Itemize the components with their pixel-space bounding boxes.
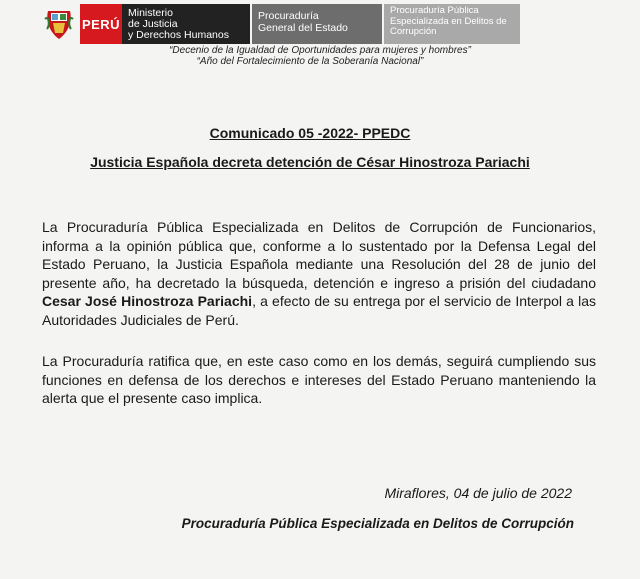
signature-line: Procuraduría Pública Especializada en Delitos de Corrupción [181,516,574,531]
person-name: Cesar José Hinostroza Pariachi [42,293,253,309]
ministry-line-1: Ministerio [128,7,173,19]
peru-label: PERÚ [81,16,121,32]
paragraph-1 [42,218,596,329]
peru-brand-block [80,4,122,44]
procuraduria-brand-block [252,4,382,44]
procuraduria-line-2: General del Estado [258,22,348,34]
year-motto: “Año del Fortalecimiento de la Soberanía Nacional” [196,56,424,67]
specialized-line-1: Procuraduría Pública [390,5,479,16]
place-date: Miraflores, 04 de julio de 2022 [384,485,572,501]
paragraph-1-end: , a efecto de su entrega por el servicio de Interpol a las Autoridades Judiciales de Perú. [42,293,596,328]
communique-subtitle: Justicia Española decreta detención de César Hinostroza Pariachi [90,154,530,170]
ministry-brand-block [122,4,250,44]
coat-of-arms-icon [42,4,76,42]
institution-header [42,4,520,44]
specialized-brand-block [384,4,520,44]
ministry-line-3: y Derechos Humanos [128,29,229,41]
communique-title: Comunicado 05 -2022- PPEDC [209,125,411,141]
ministry-line-2: de Justicia [128,18,178,30]
decade-motto: “Decenio de la Igualdad de Oportunidades para mujeres y hombres” [169,45,471,56]
procuraduria-line-1: Procuraduría [258,10,319,22]
paragraph-2: La Procuraduría ratifica que, en este caso como en los demás, seguirá cumpliendo sus funciones en defensa de los derechos e intereses del Estado Peruano manteniendo la alerta que el presente caso implica. [42,353,596,406]
specialized-line-2: Especializada en Delitos de [390,15,507,27]
specialized-line-3: Corrupción [390,26,437,37]
paragraph-1-start: La Procuraduría Pública Especializada en Delitos de Corrupción de Funcionarios, informa a la opinión pública que, conforme a lo sustentado por la Defensa Legal del Estado Peruano, la Justicia Española mediante una Resolución del 28 de junio del presente año, ha decretado la búsqueda, detención e ingreso a prisión del ciudadano [42,219,596,291]
